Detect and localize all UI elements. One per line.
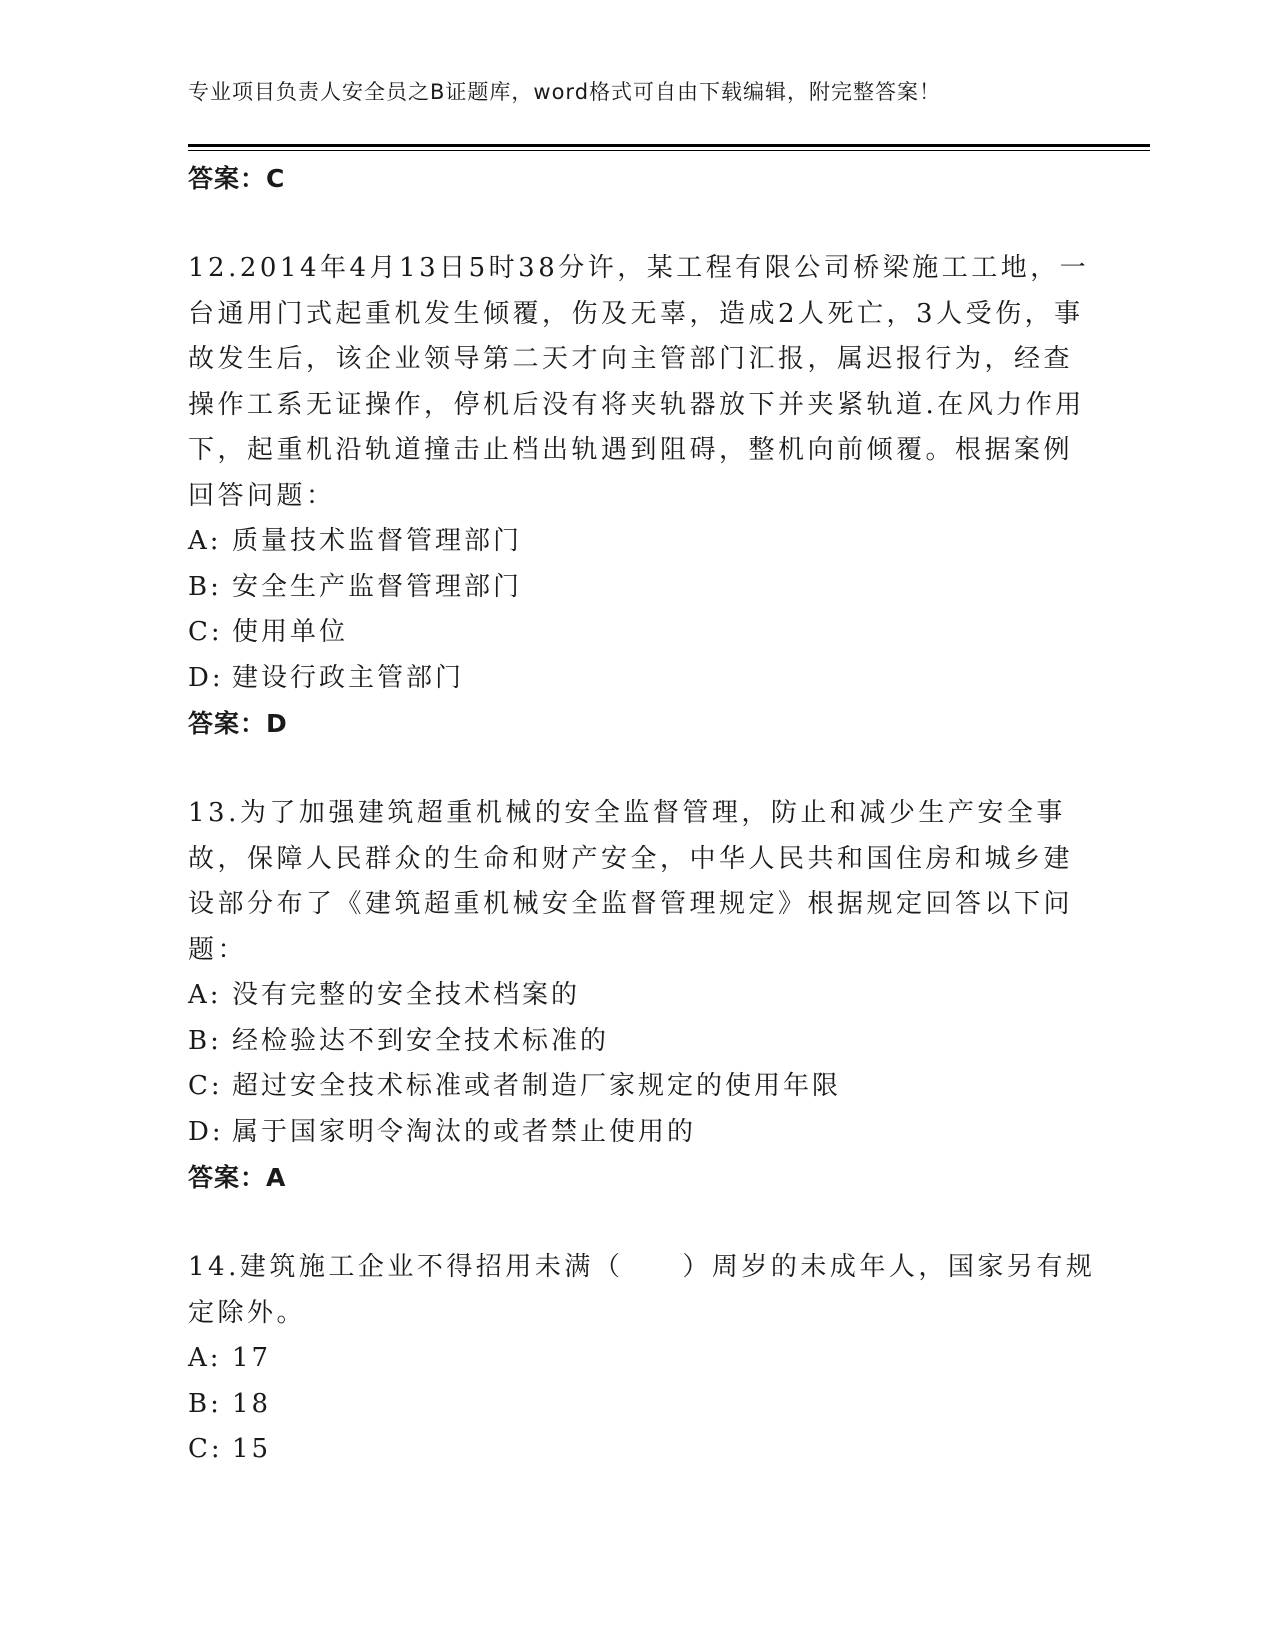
option-text: 没有完整的安全技术档案的: [232, 980, 581, 1010]
option-text: 使用单位: [232, 617, 349, 647]
option-text: 属于国家明令淘汰的或者禁止使用的: [232, 1116, 697, 1147]
option-c: [188, 1064, 1098, 1110]
option-letter: A:: [188, 526, 222, 556]
option-a: [188, 1336, 1098, 1382]
option-d: [188, 656, 1098, 702]
document-header: 专业项目负责人安全员之B证题库，word格式可自由下载编辑，附完整答案！: [188, 80, 942, 104]
question-text: 14.建筑施工企业不得招用未满（ ）周岁的未成年人，国家另有规定除外。: [188, 1252, 1096, 1328]
option-c: [188, 610, 1098, 656]
document-body: [188, 156, 1098, 1473]
option-c: [188, 1427, 1098, 1473]
option-letter: C:: [188, 1071, 223, 1101]
option-text: 15: [232, 1434, 272, 1464]
option-text: 质量技术监督管理部门: [232, 526, 523, 556]
option-letter: A:: [188, 1343, 222, 1373]
option-b: [188, 1382, 1098, 1428]
option-text: 经检验达不到安全技术标准的: [232, 1025, 610, 1056]
option-letter: B:: [188, 571, 222, 602]
option-a: [188, 519, 1098, 565]
answer-label: 答案：D: [188, 709, 288, 738]
option-text: 超过安全技术标准或者制造厂家规定的使用年限: [232, 1071, 842, 1101]
option-letter: D:: [188, 662, 224, 693]
option-text: 建设行政主管部门: [232, 662, 465, 693]
option-letter: C:: [188, 1434, 223, 1464]
option-b: [188, 565, 1098, 611]
header-rule-thin: [188, 150, 1150, 151]
question-text: 12.2014年4月13日5时38分许，某工程有限公司桥梁施工工地，一台通用门式起重机发生倾覆，伤及无辜，造成2人死亡，3人受伤，事故发生后，该企业领导第二天才向主管部门汇报，属迟报行为，经查操作工系无证操作，停机后没有将夹轨器放下并夹紧轨道.在风力作用下，起重机沿轨道撞击止档出轨遇到阻碍，整机向前倾覆。根据案例回答问题：: [188, 253, 1090, 511]
option-letter: D:: [188, 1116, 224, 1147]
option-letter: A:: [188, 980, 222, 1010]
option-text: 18: [232, 1388, 272, 1419]
option-a: [188, 973, 1098, 1019]
header-rule-thick: [188, 144, 1150, 147]
option-letter: B:: [188, 1388, 222, 1419]
question-14: [188, 1245, 1098, 1473]
answer-label: 答案：A: [188, 1163, 287, 1192]
option-text: 安全生产监督管理部门: [232, 571, 523, 602]
answer-label: 答案：C: [188, 164, 286, 193]
question-text: 13.为了加强建筑超重机械的安全监督管理，防止和减少生产安全事故，保障人民群众的生命和财产安全，中华人民共和国住房和城乡建设部分布了《建筑超重机械安全监督管理规定》根据规定回答以下问题：: [188, 798, 1074, 965]
question-12: [188, 246, 1098, 747]
option-text: 17: [232, 1343, 272, 1373]
option-b: [188, 1019, 1098, 1065]
option-d: [188, 1110, 1098, 1156]
option-letter: B:: [188, 1025, 222, 1056]
option-letter: C:: [188, 617, 223, 647]
question-13: [188, 791, 1098, 1201]
